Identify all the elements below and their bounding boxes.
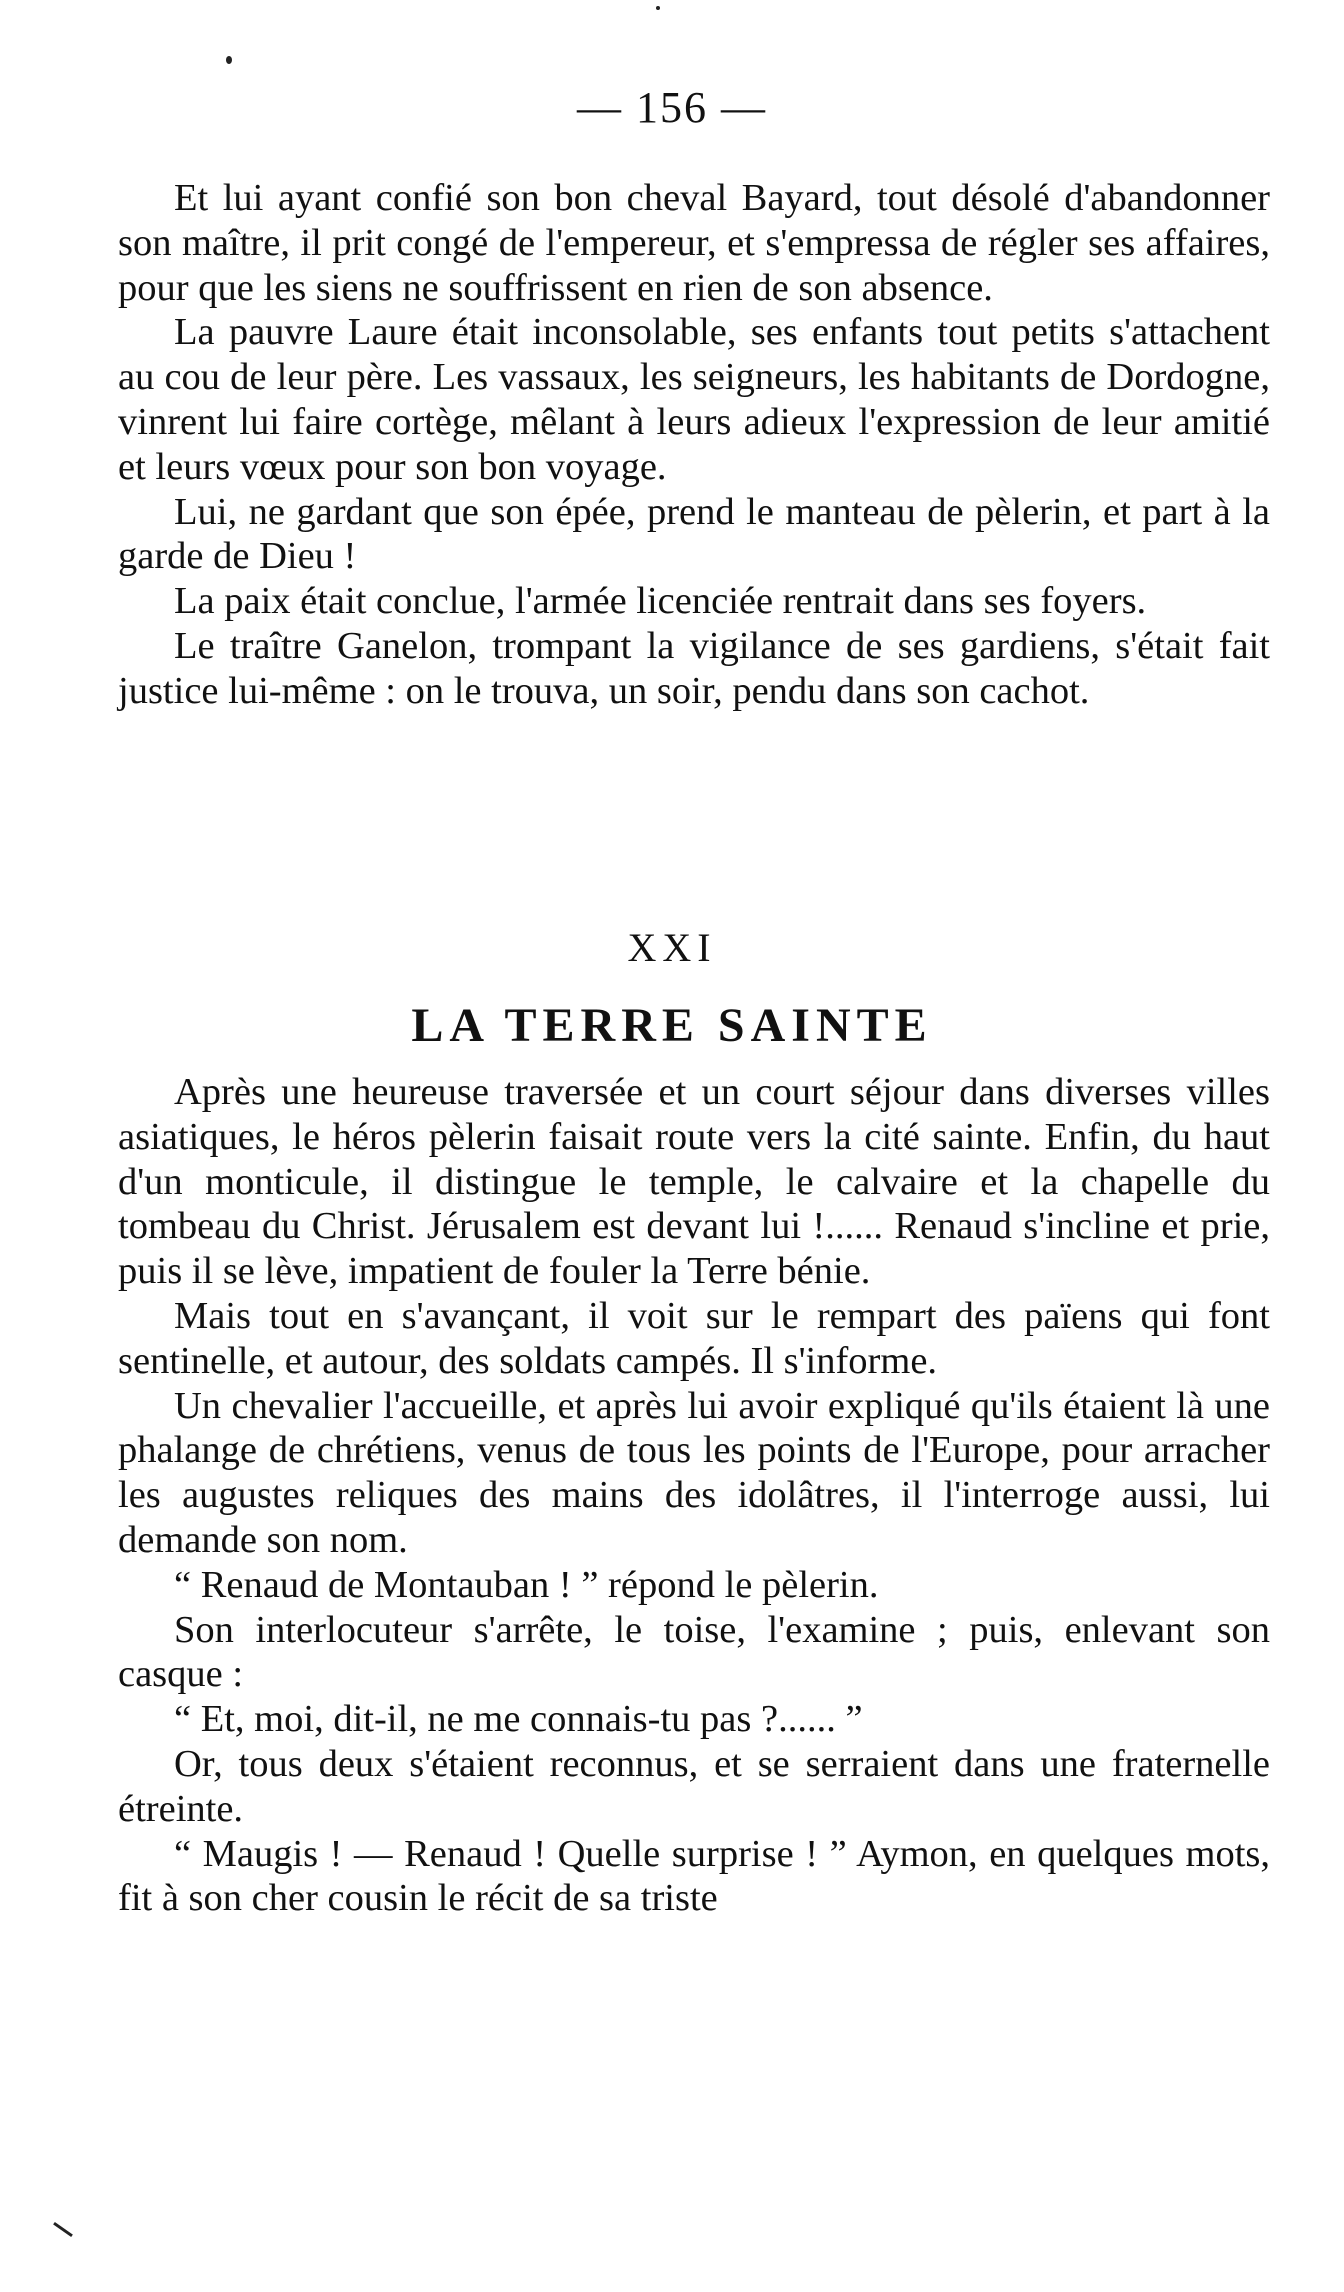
chapter-number: XXI	[627, 925, 717, 970]
chapter-title: LA TERRE SAINTE	[411, 999, 933, 1052]
paragraph: Mais tout en s'avançant, il voit sur le rempart des païens qui font sentinelle, et autour, des soldats campés. Il s'informe.	[118, 1294, 1270, 1382]
paragraph: Et lui ayant confié son bon cheval Bayard, tout désolé d'abandonner son maître, il prit congé de l'empereur, et s'empressa de régler ses affaires, pour que les siens ne souffrissent en rien de son absence.	[118, 177, 1270, 309]
paragraph: La paix était conclue, l'armée licenciée rentrait dans ses foyers.	[174, 580, 1147, 623]
paragraph: “ Et, moi, dit-il, ne me connais-tu pas ?...... ”	[174, 1698, 863, 1741]
ink-speck	[656, 6, 660, 10]
ink-speck	[226, 56, 232, 64]
paragraph: Or, tous deux s'étaient reconnus, et se serraient dans une fraternelle étreinte.	[118, 1742, 1270, 1830]
paragraph: Après une heureuse traversée et un court séjour dans diverses villes asiatiques, le héros pèlerin faisait route vers la cité sainte. Enfin, du haut d'un monticule, il distingue le temple, le calvaire et la chapelle du tombeau du Christ. Jérusalem est devant lui !...... Renaud s'incline et prie, puis il se lève, impatient de fouler la Terre bénie.	[118, 1071, 1270, 1293]
paragraph: Lui, ne gardant que son épée, prend le manteau de pèlerin, et part à la garde de Dieu !	[118, 490, 1270, 578]
text-after-chapter	[118, 1070, 1270, 1921]
paragraph: “ Maugis ! — Renaud ! Quelle surprise ! ” Aymon, en quelques mots, fit à son cher cousin le récit de sa triste	[118, 1832, 1270, 1920]
paragraph: La pauvre Laure était inconsolable, ses enfants tout petits s'attachent au cou de leur père. Les vassaux, les seigneurs, les habitants de Dordogne, vinrent lui faire cortège, mêlant à leurs adieux l'expression de leur amitié et leurs vœux pour son bon voyage.	[118, 311, 1270, 488]
ink-stroke	[53, 2222, 73, 2237]
text-before-chapter	[118, 176, 1270, 714]
paragraph: Un chevalier l'accueille, et après lui avoir expliqué qu'ils étaient là une phalange de chrétiens, venus de tous les points de l'Europe, pour arracher les augustes reliques des mains des idolâtres, il l'interroge aussi, lui demande son nom.	[118, 1384, 1270, 1561]
paragraph: “ Renaud de Montauban ! ” répond le pèlerin.	[174, 1563, 879, 1606]
paragraph: Son interlocuteur s'arrête, le toise, l'examine ; puis, enlevant son casque :	[118, 1608, 1270, 1696]
paragraph: Le traître Ganelon, trompant la vigilance de ses gardiens, s'était fait justice lui-même : on le trouva, un soir, pendu dans son cachot.	[118, 624, 1270, 712]
page-number: — 156 —	[577, 83, 767, 132]
